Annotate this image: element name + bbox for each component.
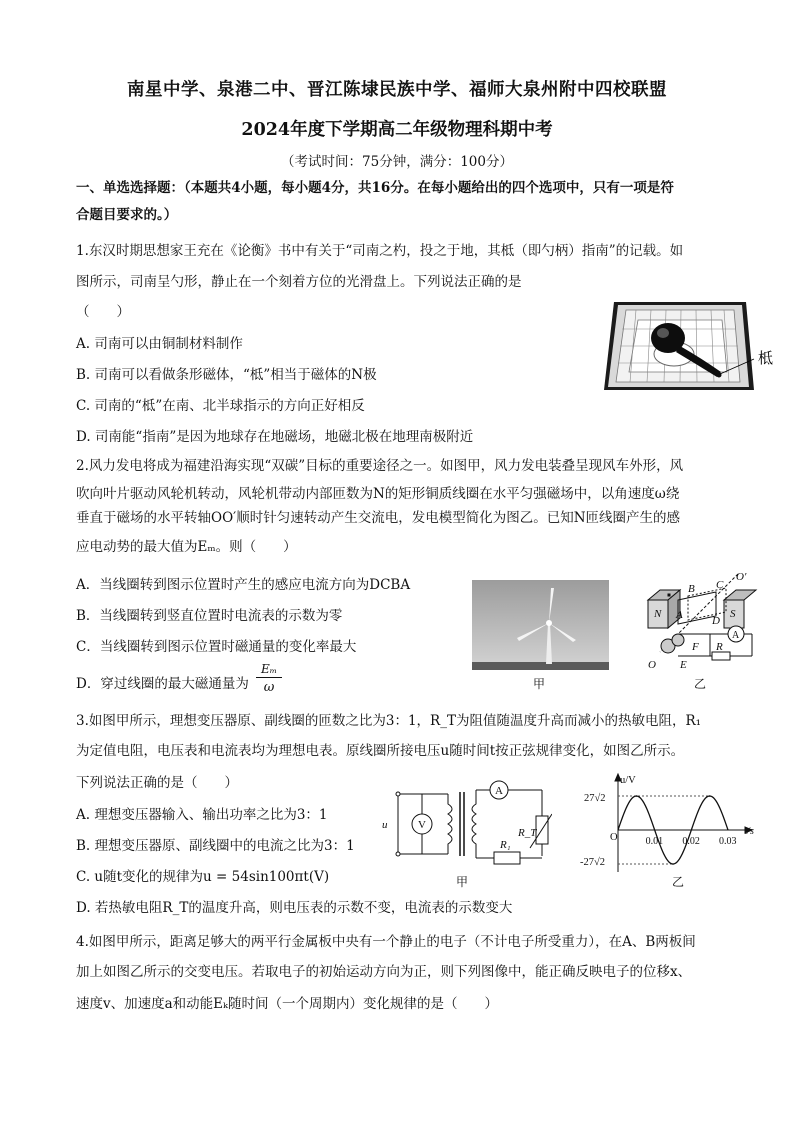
y-tick-label-bottom: -27√2 — [580, 857, 606, 868]
q2-fig-label-f: F — [692, 641, 699, 653]
x-tick-label: 0.01 — [645, 836, 664, 847]
q3-caption-right: 乙 — [672, 875, 685, 889]
q2-option-a: A．当线圈转到图示位置时产生的感应电流方向为DCBA — [76, 577, 411, 593]
q2-stem: 2.风力发电将成为福建沿海实现“双碳”目标的重要途径之一。如图甲，风力发电装叠呈现风车外形，风 — [76, 458, 684, 474]
q2-caption-left: 甲 — [533, 677, 546, 691]
q2-fig-label-s: S — [730, 608, 736, 620]
q3-circuit-label-rt: R_T — [518, 827, 537, 839]
x-tick-label: 0.02 — [682, 836, 700, 847]
section-heading: 一、单选选择题：（本题共4小题，每小题4分，共16分。在每小题给出的四个选项中，只有一项是符 — [76, 180, 674, 196]
q3-circuit-label-r1: R₁ — [500, 839, 511, 851]
q2-stem-cont3: 应电动势的最大值为Eₘ。则（ ） — [76, 539, 297, 555]
q2-option-c: C．当线圈转到图示位置时磁通量的变化率最大 — [76, 639, 357, 655]
x-axis-label: t/s — [744, 826, 754, 837]
q4-stem: 4.如图甲所示，距离足够大的两平行金属板中央有一个静止的电子（不计电子所受重力），在A、B两板间 — [76, 934, 696, 950]
q2-stem-cont2: 垂直于磁场的水平转轴OO′顺时针匀速转动产生交流电，发电模型简化为图乙。已知N匝线圈产生的感 — [76, 510, 681, 526]
exam-subtitle: （考试时间：75分钟，满分：100分） — [281, 154, 513, 170]
q1-option-d: D. 司南能“指南”是因为地球存在地磁场，地磁北极在地理南极附近 — [76, 429, 474, 445]
q3-circuit-label-u: u — [382, 819, 388, 831]
q4-stem-cont1: 加上如图乙所示的交变电压。若取电子的初始运动方向为正，则下列图像中，能正确反映电子的位移x、 — [76, 964, 692, 980]
q2-fig-label-n: N — [654, 608, 662, 620]
q3-option-b: B. 理想变压器原、副线圈中的电流之比为3：1 — [76, 838, 355, 854]
q3-option-a: A. 理想变压器输入、输出功率之比为3：1 — [76, 807, 328, 823]
q3-circuit-label-a: A — [495, 785, 503, 797]
exam-title-line1: 南星中学、泉港二中、晋江陈埭民族中学、福师大泉州附中四校联盟 — [127, 80, 667, 100]
q2-fig-label-o: O — [648, 659, 656, 671]
q2-option-d-denominator: ω — [263, 680, 275, 695]
y-tick-label-top: 27√2 — [584, 793, 606, 804]
q2-wind-turbine-photo — [472, 580, 609, 670]
q2-caption-right: 乙 — [694, 677, 707, 691]
q1-option-a: A. 司南可以由铜制材料制作 — [76, 336, 243, 352]
q1-stem-cont: 图所示，司南呈勺形，静止在一个刻着方位的光滑盘上。下列说法正确的是 — [76, 274, 522, 290]
q1-paren: （ ） — [76, 304, 130, 320]
q1-option-c: C. 司南的“柢”在南、北半球指示的方向正好相反 — [76, 398, 365, 414]
q2-fig-label-b: B — [688, 583, 695, 595]
q3-option-d: D. 若热敏电阻R_T的温度升高，则电压表的示数不变，电流表的示数变大 — [76, 900, 513, 916]
q3-option-c: C. u随t变化的规律为u = 54sin100πt(V) — [76, 869, 330, 885]
q2-fig-label-o-prime: O′ — [736, 571, 747, 583]
q3-transformer-circuit — [376, 776, 552, 868]
q3-circuit-label-v: V — [418, 819, 426, 831]
q1-option-b: B. 司南可以看做条形磁体，“柢”相当于磁体的N极 — [76, 367, 377, 383]
origin-label: O — [610, 832, 618, 843]
q2-option-b: B．当线圈转到竖直位置时电流表的示数为零 — [76, 608, 343, 624]
q2-fig-ammeter-label: A — [732, 630, 740, 641]
q2-generator-diagram — [640, 570, 760, 672]
q4-stem-cont2: 速度v、加速度a和动能Eₖ随时间（一个周期内）变化规律的是（ ） — [76, 996, 498, 1012]
q3-stem-cont1: 为定值电阻，电压表和电流表均为理想电表。原线圈所接电压u随时间t按正弦规律变化，如图乙所示。 — [76, 743, 685, 759]
q2-option-d: D．穿过线圈的最大磁通量为 — [76, 676, 249, 692]
x-tick-label: 0.03 — [719, 836, 737, 847]
q3-stem: 3.如图甲所示，理想变压器原、副线圈的匝数之比为3：1，R_T为阻值随温度升高而减小的热敏电阻，R₁ — [76, 713, 702, 729]
q1-sinan-figure — [596, 296, 786, 400]
q3-stem-cont2: 下列说法正确的是（ ） — [76, 775, 238, 791]
q1-figure-label: 柢 — [758, 351, 774, 367]
q2-option-d-numerator: Eₘ — [256, 662, 282, 678]
exam-title-line2: 2024年度下学期高二年级物理科期中考 — [241, 120, 553, 140]
q2-fig-label-r: R — [716, 641, 723, 653]
q1-stem: 1.东汉时期思想家王充在《论衡》书中有关于“司南之杓，投之于地，其柢（即勺柄）指南”的记载。如 — [76, 243, 684, 259]
q2-fig-label-d: D — [712, 615, 720, 627]
y-axis-label: u/V — [620, 775, 636, 786]
q2-stem-cont1: 吹向叶片驱动风轮机转动，风轮机带动内部匝数为N的矩形铜质线圈在水平匀强磁场中，以角速度ω绕 — [76, 486, 680, 502]
section-heading-cont: 合题目要求的。） — [76, 207, 178, 223]
q2-fig-label-a: A — [676, 609, 683, 621]
q3-voltage-graph — [580, 772, 770, 876]
q2-fig-label-e: E — [680, 659, 687, 671]
q3-caption-left: 甲 — [456, 875, 469, 889]
q2-fig-label-c: C — [716, 579, 724, 591]
